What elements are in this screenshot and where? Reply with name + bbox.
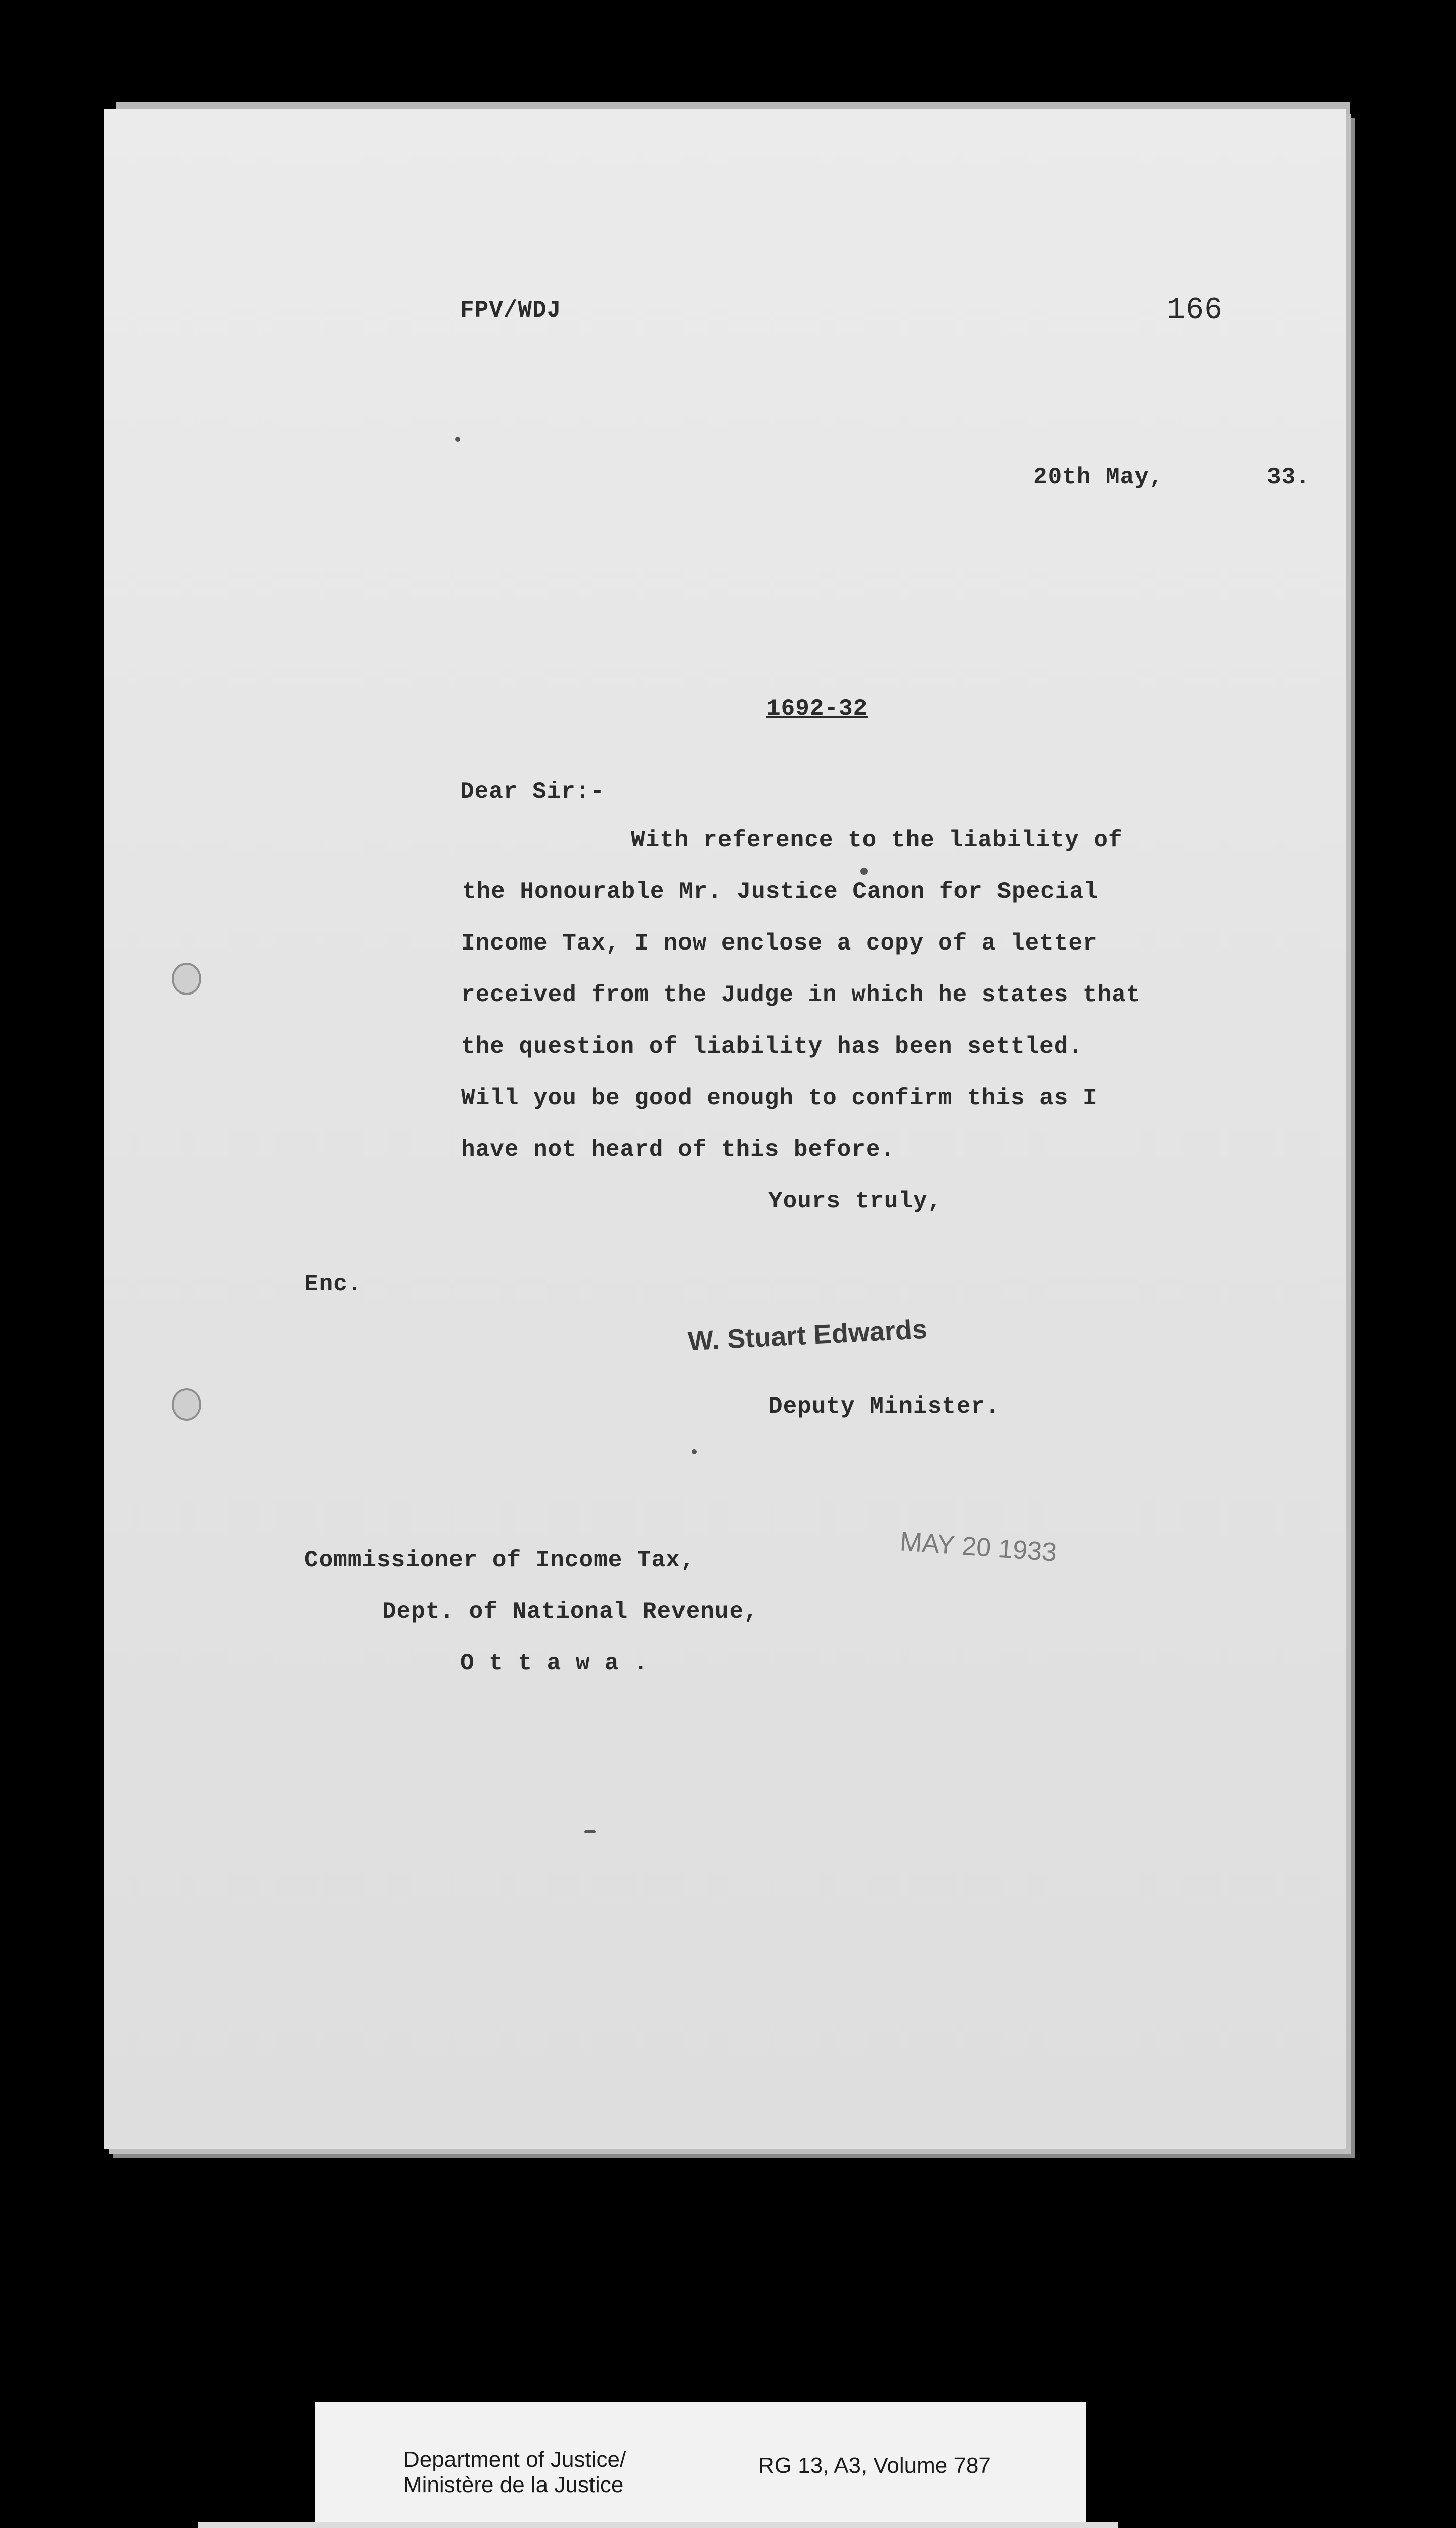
speck bbox=[692, 1449, 697, 1454]
received-date-stamp: MAY 20 1933 bbox=[899, 1527, 1058, 1567]
speck bbox=[455, 437, 460, 442]
accent-mark bbox=[860, 868, 868, 875]
enclosure-note: Enc. bbox=[304, 1271, 362, 1297]
letter-date: 20th May, bbox=[1033, 464, 1164, 490]
file-number: 1692-32 bbox=[766, 696, 868, 722]
body-line: received from the Judge in which he states that bbox=[461, 982, 1141, 1008]
archive-reference-label bbox=[315, 2402, 1086, 2522]
body-line: have not heard of this before. bbox=[461, 1137, 895, 1163]
punch-hole-upper bbox=[172, 963, 201, 995]
typist-initials: FPV/WDJ bbox=[460, 297, 562, 324]
public-archives-label bbox=[198, 2522, 1118, 2528]
body-line: With reference to the liability of bbox=[631, 827, 1123, 853]
signature-stamp: W. Stuart Edwards bbox=[687, 1314, 928, 1357]
body-line: the Honourable Mr. Justice Canon for Special bbox=[462, 879, 1099, 905]
recipient-line: O t t a w a . bbox=[460, 1650, 648, 1677]
salutation: Dear Sir:- bbox=[460, 779, 605, 805]
body-line: Will you be good enough to confirm this as I bbox=[461, 1085, 1098, 1111]
letter-year: 33. bbox=[1267, 464, 1310, 490]
recipient-line: Commissioner of Income Tax, bbox=[304, 1547, 695, 1573]
letter-sheet bbox=[104, 109, 1346, 2149]
signer-title: Deputy Minister. bbox=[768, 1393, 1000, 1420]
department-english: Department of Justice/ bbox=[403, 2447, 626, 2472]
recipient-line: Dept. of National Revenue, bbox=[382, 1599, 758, 1625]
closing: Yours truly, bbox=[768, 1188, 942, 1214]
punch-hole-lower bbox=[172, 1388, 201, 1421]
body-line: Income Tax, I now enclose a copy of a letter bbox=[461, 930, 1098, 957]
page-number: 166 bbox=[1167, 293, 1223, 328]
record-group-reference: RG 13, A3, Volume 787 bbox=[758, 2453, 991, 2478]
body-line: the question of liability has been settled. bbox=[461, 1033, 1083, 1060]
department-french: Ministère de la Justice bbox=[403, 2472, 624, 2497]
speck bbox=[584, 1830, 596, 1833]
